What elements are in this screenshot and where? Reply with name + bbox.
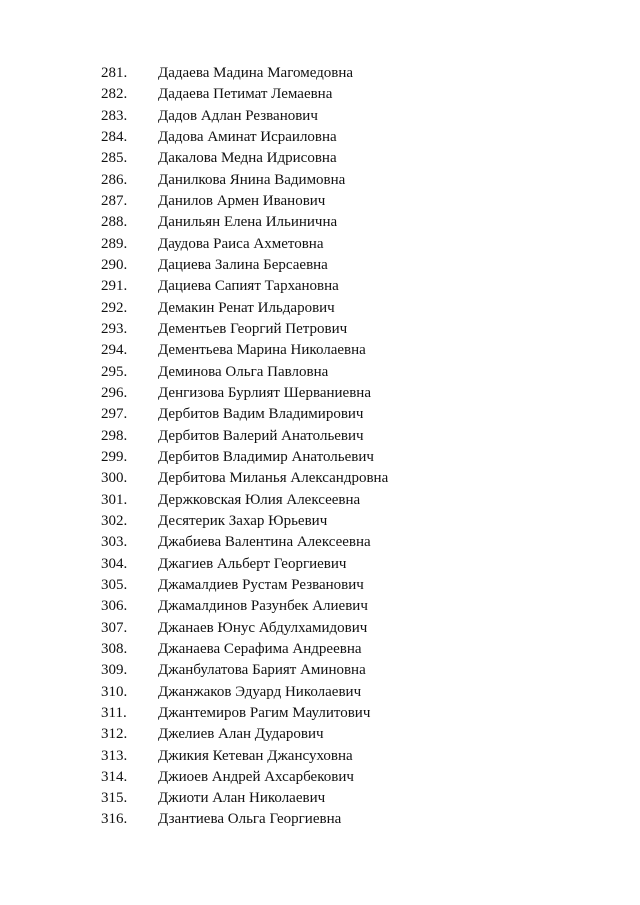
list-item	[101, 404, 388, 425]
entry-number: 301.	[101, 491, 128, 508]
entry-name: Дементьева Марина Николаевна	[158, 342, 366, 359]
entry-name: Дакалова Медна Идрисовна	[158, 150, 337, 167]
entry-name: Дербитов Вадим Владимирович	[158, 406, 364, 423]
entry-number: 298.	[101, 427, 128, 444]
entry-number: 287.	[101, 192, 128, 209]
entry-number: 285.	[101, 150, 128, 167]
entry-name: Дербитова Миланья Александровна	[158, 470, 389, 487]
entry-name: Дербитов Владимир Анатольевич	[158, 448, 374, 465]
list-item	[101, 596, 388, 617]
list-item	[101, 127, 388, 148]
list-item	[101, 63, 388, 84]
list-item	[101, 170, 388, 191]
entry-name: Джагиев Альберт Георгиевич	[158, 555, 347, 572]
list-item	[101, 298, 388, 319]
list-item	[101, 554, 388, 575]
list-item	[101, 788, 388, 809]
list-item	[101, 340, 388, 361]
list-item	[101, 532, 388, 553]
entry-number: 288.	[101, 214, 128, 231]
entry-number: 312.	[101, 726, 128, 743]
entry-number: 289.	[101, 235, 128, 252]
entry-name: Дадаева Петимат Лемаевна	[158, 86, 333, 103]
list-item	[101, 383, 388, 404]
entry-number: 294.	[101, 342, 128, 359]
entry-number: 302.	[101, 512, 128, 529]
list-item	[101, 191, 388, 212]
list-item	[101, 234, 388, 255]
list-item	[101, 660, 388, 681]
entry-number: 283.	[101, 107, 128, 124]
list-item	[101, 426, 388, 447]
entry-number: 308.	[101, 640, 128, 657]
entry-number: 303.	[101, 534, 128, 551]
list-item	[101, 682, 388, 703]
entry-number: 309.	[101, 662, 128, 679]
list-item	[101, 724, 388, 745]
entry-number: 306.	[101, 598, 128, 615]
entry-number: 307.	[101, 619, 128, 636]
entry-name: Джанбулатова Барият Аминовна	[158, 662, 366, 679]
list-item	[101, 148, 388, 169]
entry-name: Джабиева Валентина Алексеевна	[158, 534, 371, 551]
entry-number: 313.	[101, 747, 128, 764]
entry-name: Дзантиева Ольга Георгиевна	[158, 811, 342, 828]
list-item	[101, 255, 388, 276]
entry-name: Десятерик Захар Юрьевич	[158, 512, 328, 529]
entry-number: 299.	[101, 448, 128, 465]
entry-name: Держковская Юлия Алексеевна	[158, 491, 361, 508]
list-item	[101, 319, 388, 340]
entry-name: Джанаев Юнус Абдулхамидович	[158, 619, 368, 636]
entry-name: Деминова Ольга Павловна	[158, 363, 329, 380]
entry-number: 314.	[101, 768, 128, 785]
entry-name: Даудова Раиса Ахметовна	[158, 235, 324, 252]
entry-number: 281.	[101, 65, 128, 81]
entry-number: 316.	[101, 811, 128, 828]
entry-number: 293.	[101, 320, 128, 337]
entry-name: Джамалдинов Разунбек Алиевич	[158, 598, 368, 615]
list-item	[101, 703, 388, 724]
entry-number: 295.	[101, 363, 128, 380]
entry-number: 300.	[101, 470, 128, 487]
entry-number: 292.	[101, 299, 128, 316]
list-item	[101, 447, 388, 468]
entry-name: Данильян Елена Ильинична	[158, 214, 338, 231]
entry-name: Джанаева Серафима Андреевна	[158, 640, 362, 657]
entry-number: 305.	[101, 576, 128, 593]
entry-number: 310.	[101, 683, 128, 700]
entry-name: Дадова Аминат Исраиловна	[158, 128, 337, 145]
entry-name: Данилкова Янина Вадимовна	[158, 171, 346, 188]
entry-name: Дациева Залина Берсаевна	[158, 256, 328, 273]
entry-name: Джикия Кетеван Джансуховна	[158, 747, 353, 764]
list-item	[101, 212, 388, 233]
entry-number: 284.	[101, 128, 128, 145]
entry-number: 291.	[101, 278, 128, 295]
entry-name: Джанжаков Эдуард Николаевич	[158, 683, 362, 700]
list-item	[101, 618, 388, 639]
name-list	[101, 63, 388, 831]
entry-name: Джиоев Андрей Ахсарбекович	[158, 768, 354, 785]
entry-number: 311.	[101, 704, 127, 721]
list-item	[101, 575, 388, 596]
entry-name: Дадаева Мадина Магомедовна	[158, 65, 354, 81]
entry-number: 297.	[101, 406, 128, 423]
entry-name: Джантемиров Рагим Маулитович	[158, 704, 371, 721]
entry-number: 304.	[101, 555, 128, 572]
list-item	[101, 809, 388, 830]
list-item	[101, 106, 388, 127]
list-item	[101, 490, 388, 511]
list-item	[101, 767, 388, 788]
entry-name: Дациева Сапият Тархановна	[158, 278, 339, 295]
entry-name: Демакин Ренат Ильдарович	[158, 299, 335, 316]
entry-number: 286.	[101, 171, 128, 188]
entry-name: Джелиев Алан Дударович	[158, 726, 324, 743]
entry-name: Денгизова Бурлият Шерваниевна	[158, 384, 371, 401]
entry-number: 290.	[101, 256, 128, 273]
entry-name: Дементьев Георгий Петрович	[158, 320, 348, 337]
list-item	[101, 362, 388, 383]
list-item	[101, 276, 388, 297]
entry-name: Джиоти Алан Николаевич	[158, 790, 326, 807]
entry-name: Дербитов Валерий Анатольевич	[158, 427, 364, 444]
entry-name: Данилов Армен Иванович	[158, 192, 326, 209]
list-item	[101, 511, 388, 532]
entry-number: 282.	[101, 86, 128, 103]
entry-name: Джамалдиев Рустам Резванович	[158, 576, 364, 593]
list-item	[101, 468, 388, 489]
entry-number: 296.	[101, 384, 128, 401]
entry-number: 315.	[101, 790, 128, 807]
entry-name: Дадов Адлан Резванович	[158, 107, 318, 124]
list-item	[101, 84, 388, 105]
list-item	[101, 639, 388, 660]
list-item	[101, 746, 388, 767]
